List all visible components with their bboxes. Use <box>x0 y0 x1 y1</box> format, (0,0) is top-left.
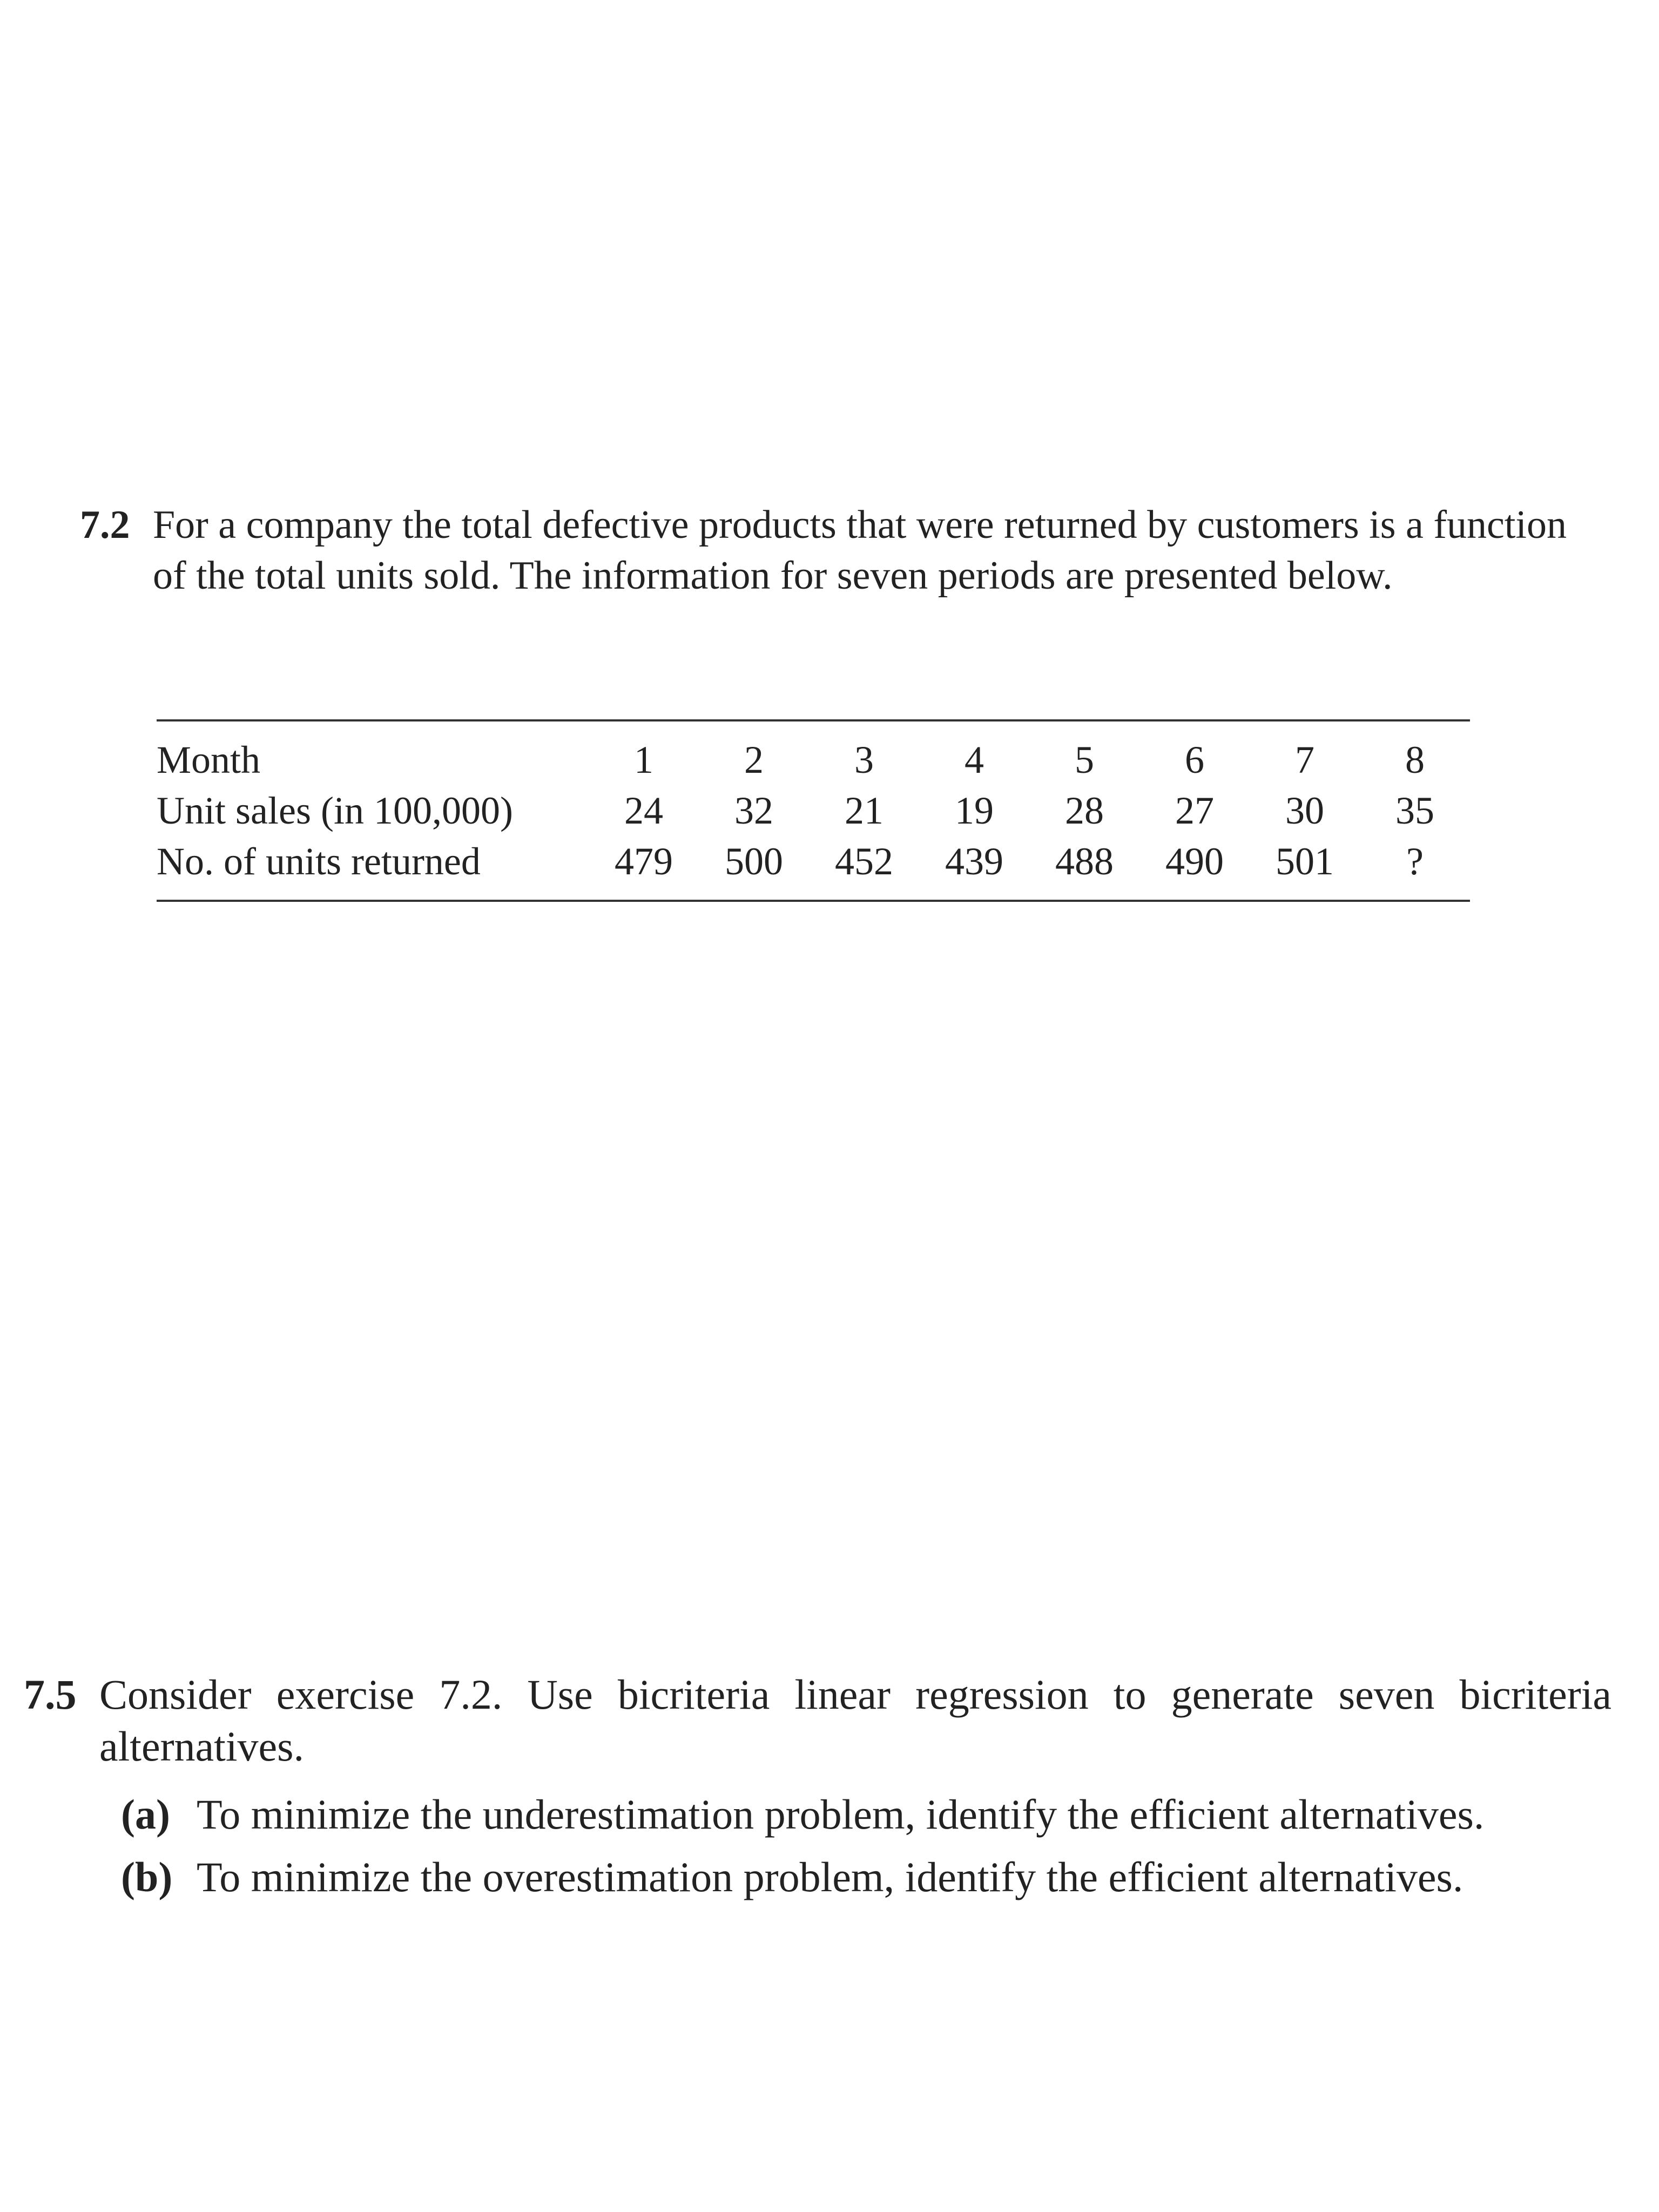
table-cell: 490 <box>1165 840 1224 883</box>
table-cell: 21 <box>845 789 884 832</box>
row-label: Unit sales (in 100,000) <box>157 789 513 832</box>
table-cell: 30 <box>1285 789 1324 832</box>
table-row-units-returned <box>157 836 1470 901</box>
exercise-text: For a company the total defective products that were returned by customers is a function of the total units sold. The information for seven periods are presented below. <box>153 503 1567 598</box>
row-label: Month <box>157 738 261 781</box>
table-cell: 7 <box>1295 738 1314 781</box>
exercise-part-b <box>99 1846 1611 1908</box>
table-cell: 501 <box>1276 840 1334 883</box>
part-text: To minimize the overestimation problem, identify the efficient alternatives. <box>197 1853 1464 1900</box>
table-row-month <box>157 720 1470 785</box>
table-cell: 35 <box>1395 789 1434 832</box>
table-cell: 19 <box>955 789 994 832</box>
table-cell: 1 <box>634 738 653 781</box>
table-cell: 452 <box>835 840 893 883</box>
exercise-7-5 <box>24 1669 1611 1908</box>
table-cell: 28 <box>1065 789 1104 832</box>
table-row-unit-sales <box>157 785 1470 836</box>
table-cell: 5 <box>1075 738 1094 781</box>
table-cell: 439 <box>945 840 1003 883</box>
exercise-number: 7.2 <box>80 503 130 547</box>
data-table <box>157 719 1470 902</box>
table-cell: 2 <box>744 738 764 781</box>
table-cell: 4 <box>965 738 984 781</box>
table-cell: 6 <box>1185 738 1204 781</box>
table-cell: 488 <box>1055 840 1114 883</box>
table-cell: 27 <box>1175 789 1214 832</box>
part-label: (a) <box>121 1791 170 1838</box>
exercise-parts <box>99 1783 1611 1908</box>
exercise-7-2 <box>80 500 1566 601</box>
exercise-text: Consider exercise 7.2. Use bicriteria linear regression to generate seven bicriteria alternatives. <box>99 1671 1611 1770</box>
exercise-number: 7.5 <box>24 1671 77 1718</box>
table-cell: 8 <box>1405 738 1425 781</box>
table-cell: ? <box>1406 840 1424 883</box>
table-cell: 24 <box>624 789 663 832</box>
table-cell: 500 <box>725 840 783 883</box>
exercise-part-a <box>99 1783 1611 1846</box>
table-cell: 32 <box>734 789 773 832</box>
part-label: (b) <box>121 1853 173 1900</box>
row-label: No. of units returned <box>157 840 481 883</box>
table-cell: 3 <box>854 738 874 781</box>
part-text: To minimize the underestimation problem, identify the efficient alternatives. <box>197 1791 1485 1838</box>
table-cell: 479 <box>615 840 673 883</box>
